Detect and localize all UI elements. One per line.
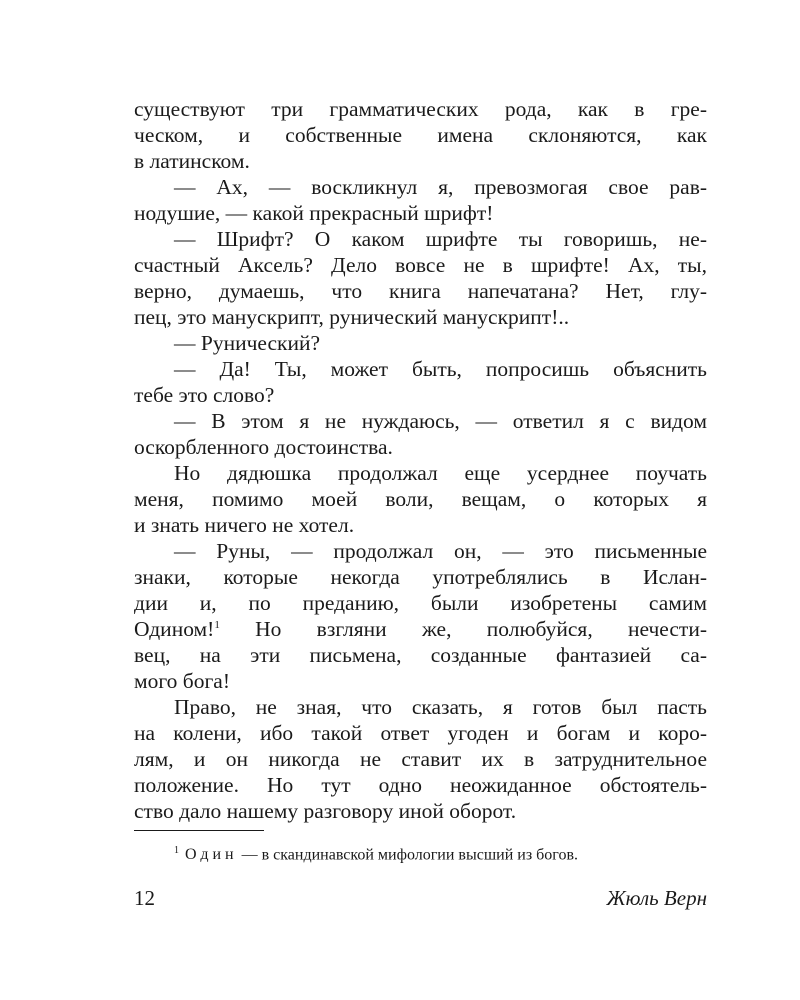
text-line: ство дало нашему разговору иной оборот. [134, 799, 517, 823]
text-line: на колени, ибо такой ответ угоден и богам и коро- [134, 721, 707, 745]
running-footer-author: Жюль Верн [606, 886, 707, 910]
text-line: меня, помимо моей воли, вещам, о которых я [134, 487, 707, 511]
text-line: счастный Аксель? Дело вовсе не в шрифте! Ах, ты, [134, 253, 707, 277]
text-line: верно, думаешь, что книга напечатана? Нет, глу- [134, 279, 707, 303]
text-line: мого бога! [134, 669, 230, 693]
text-line: ческом, и собственные имена склоняются, как [134, 123, 707, 147]
text-line: Но дядюшка продолжал еще усерднее поучать [174, 461, 707, 485]
text-fragment: Одином! [134, 617, 215, 641]
text-line: — Да! Ты, может быть, попросишь объяснить [174, 357, 707, 381]
text-line [134, 616, 707, 642]
text-line: — В этом я не нуждаюсь, — ответил я с видом [174, 409, 707, 433]
footnote-divider [134, 830, 264, 831]
text-line: — Руны, — продолжал он, — это письменные [174, 539, 707, 563]
text-line: нодушие, — какой прекрасный шрифт! [134, 201, 494, 225]
text-line: знаки, которые некогда употреблялись в Ислан- [134, 565, 707, 589]
text-line: оскорбленного достоинства. [134, 435, 393, 459]
text-line: существуют три грамматических рода, как в гре- [134, 97, 707, 121]
text-line: — Рунический? [174, 331, 321, 355]
footnote-marker: 1 [174, 845, 179, 856]
text-line: дии и, по преданию, были изобретены самим [134, 591, 707, 615]
text-line: лям, и он никогда не ставит их в затруднительное [134, 747, 707, 771]
page-number: 12 [134, 886, 155, 910]
text-line: положение. Но тут одно неожиданное обстоятель- [134, 773, 707, 797]
text-line: тебе это слово? [134, 383, 275, 407]
text-line: в латинском. [134, 149, 250, 173]
footnote-term: Один [185, 846, 238, 864]
text-fragment: Но взгляни же, полюбуйся, нечести- [255, 617, 707, 641]
text-line: Право, не зная, что сказать, я готов был пасть [174, 695, 707, 719]
text-line: пец, это манускрипт, рунический манускрипт!.. [134, 305, 570, 329]
footnote [134, 841, 707, 865]
text-line: вец, на эти письмена, созданные фантазией са- [134, 643, 707, 667]
footnote-reference[interactable]: 1 [214, 618, 220, 631]
text-line: и знать ничего не хотел. [134, 513, 355, 537]
text-line: — Ах, — воскликнул я, превозмогая свое рав- [174, 175, 707, 199]
footnote-text: — в скандинавской мифологии высший из богов. [241, 846, 579, 864]
text-line: — Шрифт? О каком шрифте ты говоришь, не- [174, 227, 707, 251]
